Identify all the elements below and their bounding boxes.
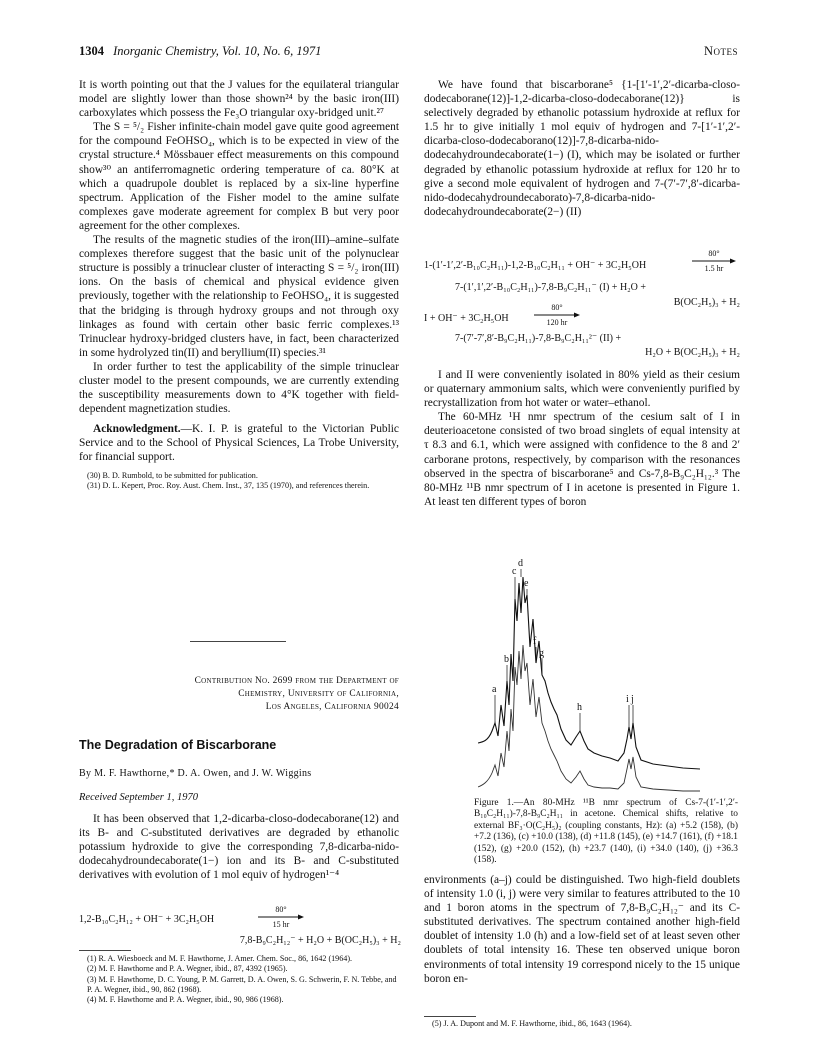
peak-label-lines	[495, 569, 633, 731]
equation-3-conditions	[534, 303, 580, 327]
peak-label-g: g	[539, 648, 544, 659]
reaction-temperature: 80°	[275, 905, 287, 914]
peak-label-i: i	[626, 694, 629, 705]
footnotes-block	[79, 954, 401, 1005]
peak-label-h: h	[577, 702, 582, 713]
peak-label-c: c	[512, 566, 517, 577]
equation-3-products: 7-(7′-7′,8′-B₉C₂H₁₁)-7,8-B₉C₂H₁₁²⁻ (II) +	[455, 333, 622, 344]
figure-caption: Figure 1.—An 80-MHz ¹¹B nmr spectrum of Cs-7-(1′-1′,2′-B₁₀C₂H₁₁)-7,8-B₉C₂H₁₁ in acetone. Chemical shifts, relative to external BF₃·O(C₂H₅)₂ (coupling constants, Hz): (a) +5.2 (158), (b) +7.2 (136), (c) +10.0 (138), (d) +11.8 (145), (e) +14.7 (161), (f) +18.1 (152), (g) +20.0 (152), (h) +23.7 (140), (i) +34.0 (140), (j) +36.3 (158).	[474, 798, 738, 866]
footnote: (31) D. L. Kepert, Proc. Roy. Aust. Chem. Inst., 37, 135 (1970), and references therein.	[87, 480, 370, 490]
footnote: (30) B. D. Rumbold, to be submitted for publication.	[87, 470, 258, 480]
left-column	[79, 78, 399, 491]
equation-3-reactants: I + OH⁻ + 3C₂H₅OH	[424, 313, 509, 324]
peak-label-a: a	[492, 684, 497, 695]
page-header	[79, 44, 738, 60]
right-column-mid	[424, 368, 740, 509]
page-number: 1304	[79, 44, 104, 58]
acknowledgment	[79, 422, 399, 464]
section-label: Notes	[703, 44, 738, 58]
right-column	[424, 78, 740, 219]
received-date: Received September 1, 1970	[79, 792, 198, 803]
equation-1-conditions	[258, 905, 304, 929]
paragraph: In order further to test the applicability of the simple trinuclear cluster model to the present compounds, we are currently extending the susceptibility measurements down to 4°K together with field-dependent magnetization studies.	[79, 360, 399, 416]
paragraph: The 60-MHz ¹H nmr spectrum of the cesium salt of I in deuterioacetone consisted of two broad singlets of equal intensity at τ 8.3 and 6.1, which were assigned with confidence to the 8 and 2′ carborane protons, respectively, by comparison with the resonances observed in the spectra of biscarborane⁵ and Cs-7,8-B₉C₂H₁₂.³ The 80-MHz ¹¹B nmr spectrum of I in acetone is presented in Figure 1. At least ten different types of boron	[424, 411, 740, 508]
article-authors: By M. F. Hawthorne,* D. A. Owen, and J. W. Wiggins	[79, 768, 312, 779]
paragraph: The results of the magnetic studies of the iron(III)–amine–sulfate complexes therefore suggest that the basic unit of the polynuclear structure is possibly a trinuclear cluster of interacting S = ⁵/₂ iron(III) ions. On the basis of chemical and physical evidence given previously, together with the relationship to FeOHSO₄, it is suggested that the bridging is through hydroxy groups and not through oxy linkages as found with certain other basic ferric complexes.¹³ Trinuclear hydroxy-bridged clusters have, in fact, been characterized in some hydrolyzed tin(II) and beryllium(II) species.³¹	[79, 234, 399, 359]
footnote: (3) M. F. Hawthorne, D. C. Young, P. M. Garrett, D. A. Owen, S. G. Schwerin, F. N. Tebbe, and P. A. Wegner, ibid., 90, 862 (1968).	[87, 974, 397, 994]
equation-1-products: 7,8-B₉C₂H₁₂⁻ + H₂O + B(OC₂H₅)₃ + H₂	[239, 935, 401, 946]
equation-3-products-cont: H₂O + B(OC₂H₅)₃ + H₂	[645, 347, 740, 358]
equation-1-reactants: 1,2-B₁₀C₂H₁₂ + OH⁻ + 3C₂H₅OH	[79, 914, 215, 925]
article-title: The Degradation of Biscarborane	[79, 738, 277, 752]
reaction-time: 15 hr	[272, 920, 290, 929]
reaction-temperature: 80°	[551, 303, 563, 312]
contribution-line: Chemistry, University of California,	[238, 689, 399, 699]
footnotes-block-right	[424, 1019, 740, 1029]
peak-label-j: j	[631, 694, 634, 705]
footnote-divider	[79, 950, 131, 951]
peak-label-e: e	[524, 578, 529, 589]
footnote: (5) J. A. Dupont and M. F. Hawthorne, ibid., 86, 1643 (1964).	[432, 1019, 632, 1028]
footnote-divider	[424, 1016, 476, 1017]
reaction-temperature: 80°	[708, 249, 720, 258]
paragraph: The S = ⁵/₂ Fisher infinite-chain model gave quite good agreement for the compound FeOHSO₄, which is to be expected in view of the crystal structure.⁴ Mössbauer effect measurements on this compound show³⁰ an antiferromagnetic ordering temperature of ca. 80°K at which a quadrupole doublet is replaced by a six-line hyperfine spectrum. Application of the Fisher model to the amine sulfate complexes gave moderate agreement for complex B but very poor agreement for the other complexes.	[79, 121, 399, 232]
equation-2-products: 7-(1′,1′,2′-B₁₀C₂H₁₁)-7,8-B₉C₂H₁₁⁻ (I) + H₂O +	[455, 282, 647, 293]
left-column-lower	[79, 812, 399, 882]
nmr-spectrum-figure	[478, 555, 700, 793]
paragraph: We have found that biscarborane⁵ {1-[1′-1′,2′-dicarba-closo-dodecaborane(12)]-1,2-dicarba-closo-dodecaborane(12)} is selectively degraded by ethanolic potassium hydroxide at reflux for 1.5 hr to give initially 1 mol equiv of hydrogen and 7-[1′-1′,2′-dicarba-closo-dodecaborano(12)]-7,8-dicarba-nido-dodecahydroundecaborate(1−) (I), which may be isolated or further degraded by ethanolic potassium hydroxide at reflux for 120 hr to give a second mole equivalent of hydrogen and 7-(7′-7′,8′-dicarba-nido-dodecahydroundecaborato)-7,8-dicarba-nido-dodecahydroundecaborate(2−) (II)	[424, 79, 740, 218]
peak-label-b: b	[504, 654, 509, 665]
peak-label-f: f	[533, 636, 537, 647]
right-column-lower	[424, 873, 740, 986]
spectrum-trace-lower	[478, 645, 700, 791]
paragraph: It is worth pointing out that the J values for the equilateral triangular model are slightly lower than those shown²⁴ by the basic iron(III) carboxylates which possess the Fe₃O triangular oxy-bridged unit.²⁷	[79, 79, 399, 120]
peak-label-d: d	[518, 558, 523, 569]
footnote: (1) R. A. Wiesboeck and M. F. Hawthorne, J. Amer. Chem. Soc., 86, 1642 (1964).	[87, 954, 353, 963]
journal-citation: Inorganic Chemistry, Vol. 10, No. 6, 1971	[113, 44, 322, 58]
spectrum-trace-upper	[478, 577, 700, 769]
acknowledgment-text: —K. I. P. is grateful to the Victorian Public Service and to the School of Physical Sciences, La Trobe University, for financial support.	[79, 423, 399, 464]
reaction-time: 1.5 hr	[704, 264, 724, 273]
contribution-line: Los Angeles, California 90024	[265, 702, 399, 712]
acknowledgment-heading: Acknowledgment.	[93, 423, 181, 436]
equation-2-conditions	[692, 249, 736, 273]
paragraph: It has been observed that 1,2-dicarba-closo-dodecaborane(12) and its B- and C-substituted derivatives are degraded by ethanolic potassium hydroxide to give the corresponding 7,8-dicarba-nido-dodecahydroundecaborate(1−) ion and its B- and C-substituted derivatives with evolution of 1 mol equiv of hydrogen¹⁻⁴	[79, 813, 399, 882]
paragraph: environments (a–j) could be distinguished. Two high-field doublets of intensity 1.0 (i, j) were very similar to features attributed to the 10 and 1 boron atoms in the spectrum of 7,8-B₉C₂H₁₂⁻ and its C-substituted derivatives. The spectrum contained another high-field doublet of intensity 1.0 (h) and a low-field set of at least seven other doublets of total intensity 16. These ten observed unique boron environments of total intensity 19 correspond nicely to the 15 unique boron en-	[424, 874, 740, 985]
contribution-line: Contribution No. 2699 from the Department of	[194, 676, 399, 686]
footnote: (4) M. F. Hawthorne and P. A. Wegner, ibid., 90, 986 (1968).	[87, 995, 284, 1005]
section-divider	[190, 641, 286, 642]
equation-2-products-cont: B(OC₂H₅)₃ + H₂	[673, 297, 740, 308]
footnote: (2) M. F. Hawthorne and P. A. Wegner, ibid., 87, 4392 (1965).	[87, 964, 288, 974]
contribution-block	[79, 675, 399, 714]
reaction-time: 120 hr	[546, 318, 568, 327]
equation-2-reactants: 1-(1′-1′,2′-B₁₀C₂H₁₁)-1,2-B₁₀C₂H₁₁ + OH⁻ + 3C₂H₅OH	[424, 260, 647, 271]
paragraph: I and II were conveniently isolated in 80% yield as their cesium or quaternary ammonium salts, which were conveniently purified by recrystallization from hot water or water–ethanol.	[424, 369, 740, 410]
